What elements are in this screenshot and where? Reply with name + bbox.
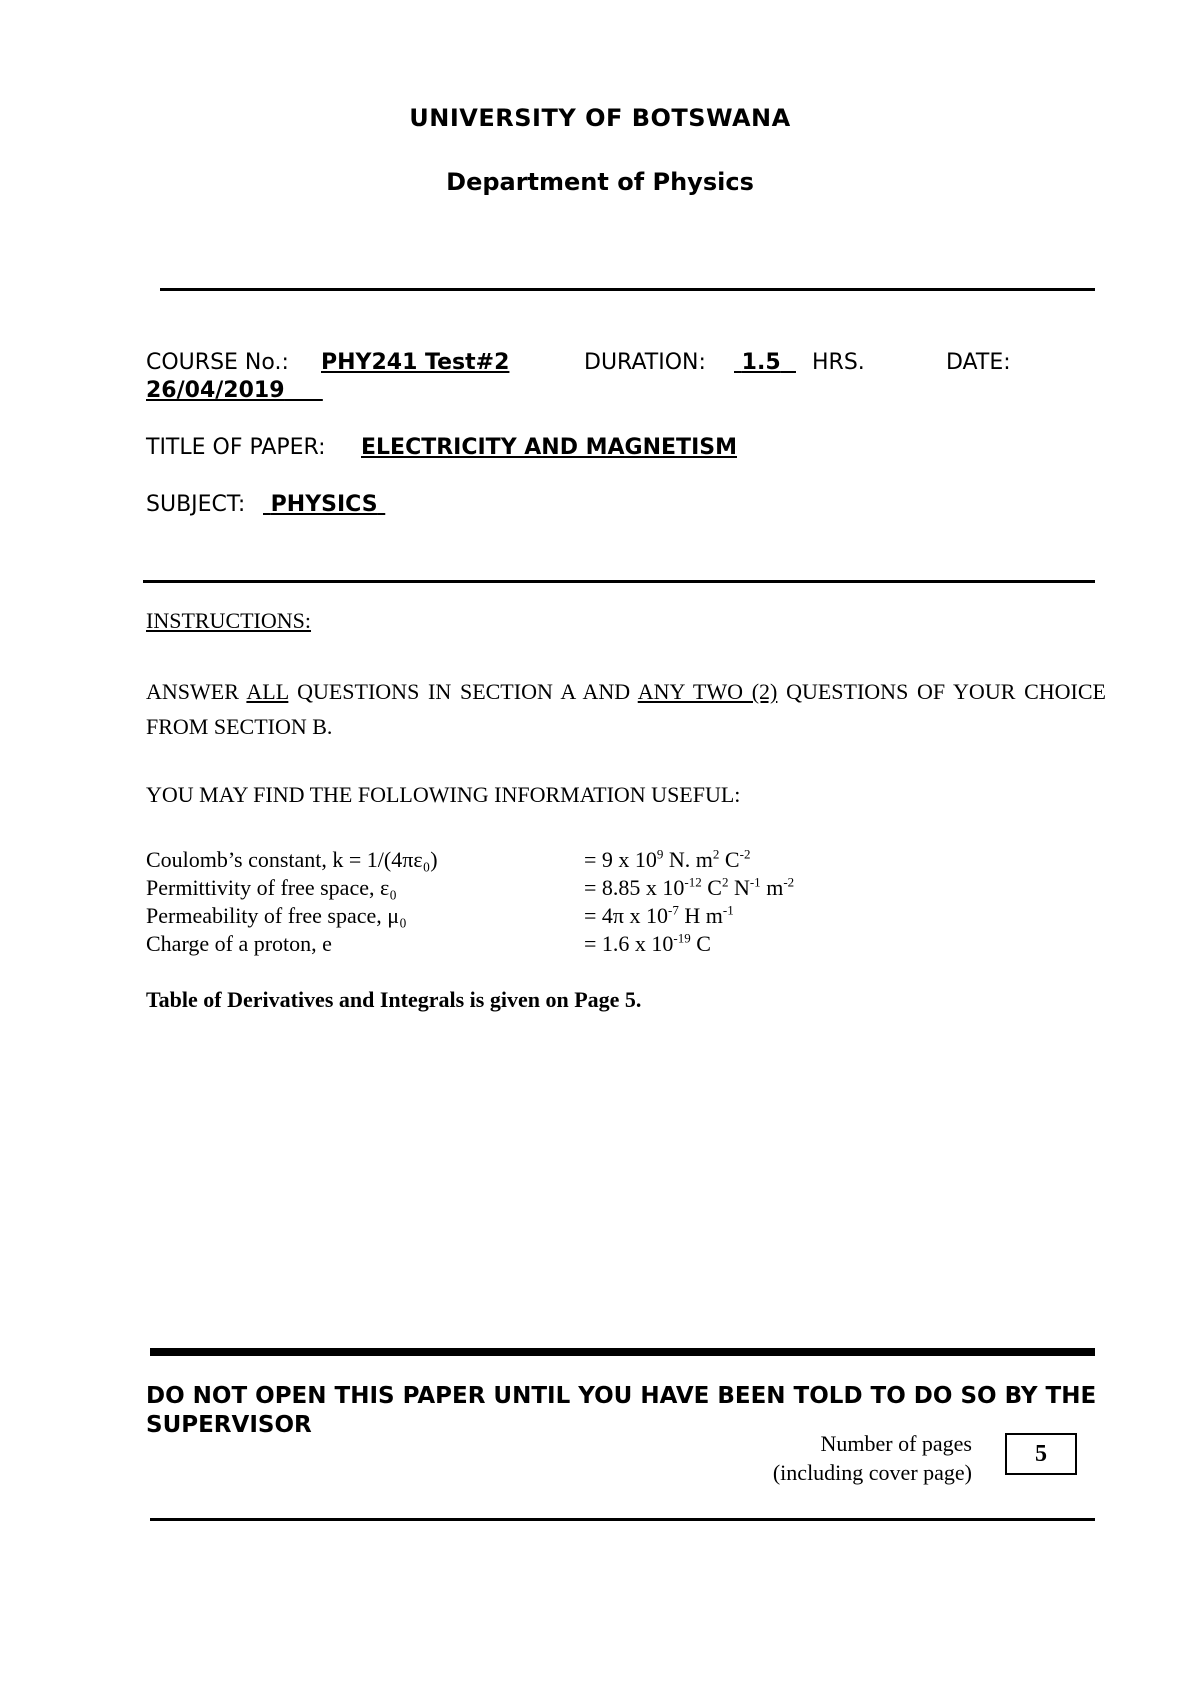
duration-value: 1.5 (741, 350, 781, 375)
pages-label-line1: Number of pages (820, 1431, 972, 1456)
course-label: COURSE No.: (146, 350, 289, 375)
pages-count-box: 5 (1005, 1433, 1077, 1475)
emphasis-all: ALL (246, 679, 289, 704)
useful-info-heading: YOU MAY FIND THE FOLLOWING INFORMATION USEFUL: (146, 782, 741, 807)
constant-row-permittivity: Permittivity of free space, ε₀ = 8.85 x $10^{-12}$ $C^2$ $N^{-1}$ $m^{-2}$ (146, 874, 795, 900)
constant-row-coulomb: Coulomb’s constant, k = 1/(4πε₀) = 9 x $10^9$ N. $m^2$ $C^{-2}$ (146, 846, 751, 872)
subject-value: PHYSICS (270, 492, 378, 517)
middle-divider (143, 580, 1095, 583)
duration-unit: HRS. (812, 350, 865, 375)
footer-thick-divider (150, 1348, 1095, 1356)
date-label: DATE: (946, 350, 1011, 375)
constant-row-proton-charge: Charge of a proton, e = 1.6 x $10^{-19}$ C (146, 930, 711, 956)
emphasis-any-two: ANY TWO (2) (637, 679, 778, 704)
top-divider (160, 288, 1095, 291)
duration-label: DURATION: (584, 350, 706, 375)
department-name: Department of Physics (446, 168, 754, 196)
university-name: UNIVERSITY OF BOTSWANA (409, 104, 791, 132)
course-value: PHY241 Test#2 (321, 350, 510, 375)
instructions-heading: INSTRUCTIONS: (146, 608, 312, 633)
pages-label-line2: (including cover page) (772, 1460, 972, 1485)
title-value: ELECTRICITY AND MAGNETISM (361, 435, 737, 460)
constant-row-permeability: Permeability of free space, μ₀ = 4π x $10^{-7}$ H $m^{-1}$ (146, 902, 734, 928)
subject-label: SUBJECT: (146, 492, 246, 517)
bottom-divider (150, 1518, 1095, 1521)
title-label: TITLE OF PAPER: (146, 435, 326, 460)
date-value: 26/04/2019 (146, 378, 285, 403)
table-note: Table of Derivatives and Integrals is given on Page 5. (146, 987, 642, 1012)
instructions-paragraph: ANSWER ALL QUESTIONS IN SECTION A AND ANY TWO (2) QUESTIONS OF YOUR CHOICE FROM SECTION B. (146, 679, 1106, 739)
do-not-open-warning: DO NOT OPEN THIS PAPER UNTIL YOU HAVE BEEN TOLD TO DO SO BY THE SUPERVISOR (146, 1383, 1097, 1438)
